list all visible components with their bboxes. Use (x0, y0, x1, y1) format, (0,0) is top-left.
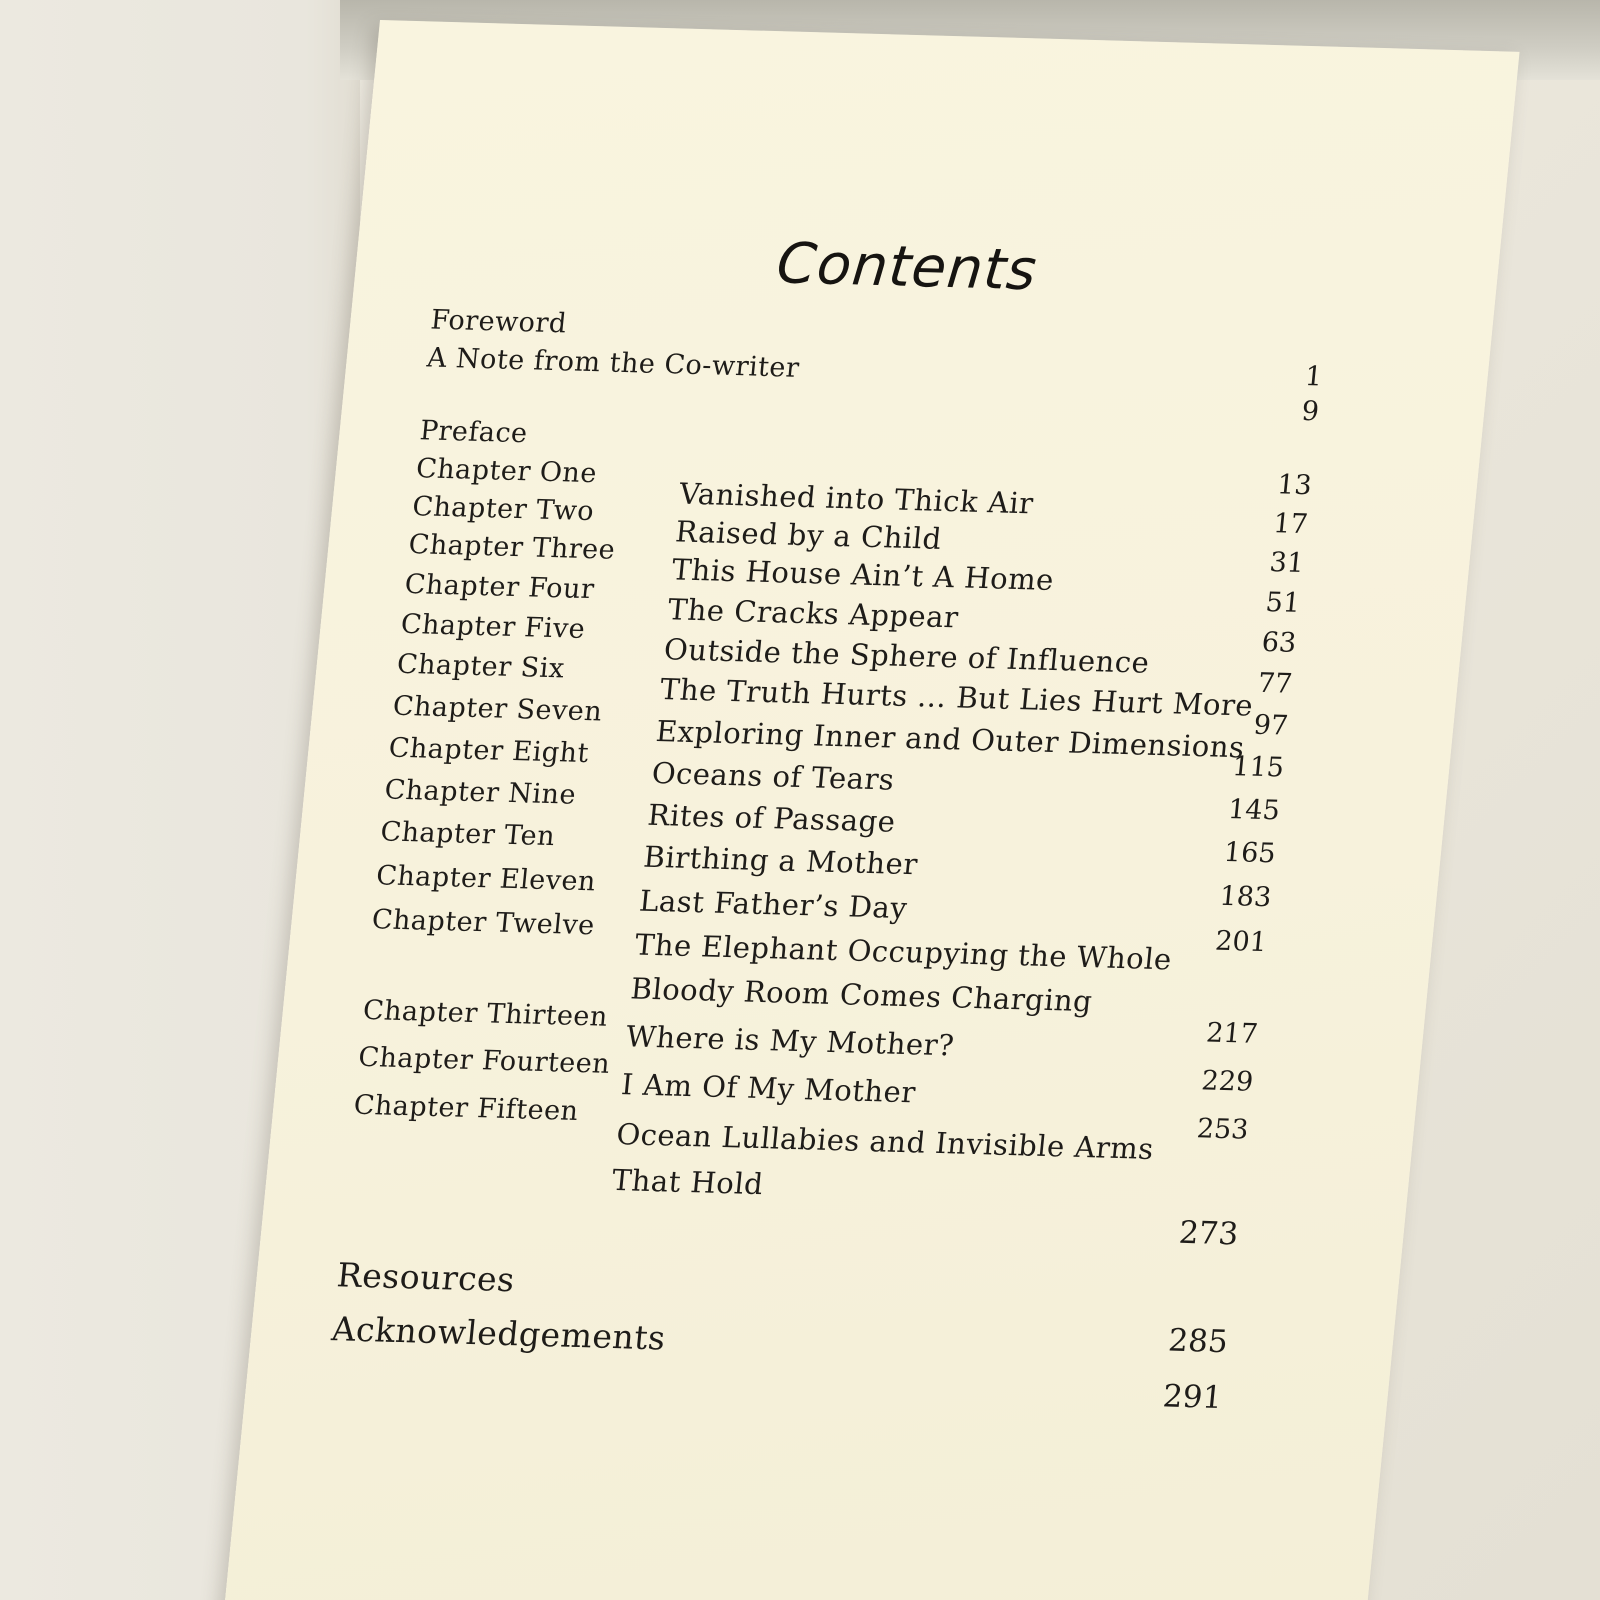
page-title: Contents (773, 231, 1041, 304)
chapter-title: The Cracks Appear (666, 592, 961, 635)
chapter-title-continued: Bloody Room Comes Charging (629, 971, 1094, 1019)
chapter-label: Chapter Thirteen (361, 994, 610, 1033)
chapter-title: The Elephant Occupying the Whole (633, 927, 1174, 977)
page-number: 291 (1161, 1378, 1224, 1417)
page-number: 17 (1271, 508, 1310, 541)
page-number: 13 (1275, 469, 1314, 502)
page-number: 253 (1195, 1113, 1250, 1146)
chapter-label: Chapter Eight (387, 732, 591, 770)
chapter-title: Oceans of Tears (650, 755, 897, 797)
chapter-label: Chapter Five (399, 608, 587, 645)
page-number: 77 (1256, 667, 1294, 700)
page-number: 145 (1226, 794, 1282, 827)
page-number: 217 (1204, 1017, 1260, 1050)
chapter-label: Chapter Eleven (374, 860, 598, 898)
page-number: 1 (1303, 361, 1324, 393)
chapter-title: The Truth Hurts … But Lies Hurt More (658, 672, 1255, 723)
page-number: 165 (1222, 836, 1278, 870)
chapter-label: Chapter Nine (383, 774, 578, 811)
front-matter-note: A Note from the Co-writer (425, 342, 801, 384)
page-number: 183 (1218, 880, 1273, 914)
page-number: 229 (1200, 1065, 1255, 1098)
page-number: 51 (1264, 586, 1302, 619)
chapter-title: Exploring Inner and Outer Dimensions (654, 714, 1247, 765)
chapter-title-continued: That Hold (610, 1162, 765, 1202)
page-number: 31 (1268, 547, 1306, 579)
chapter-label: Chapter Two (410, 491, 596, 528)
chapter-label: Chapter Fourteen (356, 1041, 612, 1080)
page-number: 9 (1300, 395, 1321, 428)
chapter-title: I Am Of My Mother (619, 1067, 918, 1110)
chapter-label: Chapter Ten (379, 816, 557, 853)
chapter-title: This House Ain’t A Home (670, 552, 1056, 597)
page-number: 201 (1213, 925, 1269, 959)
chapter-title: Ocean Lullabies and Invisible Arms (614, 1117, 1156, 1167)
chapter-title: Vanished into Thick Air (677, 476, 1036, 521)
chapter-label: Chapter Four (403, 568, 596, 606)
contents-page-body (212, 20, 1520, 1600)
chapter-title: Last Father’s Day (637, 883, 909, 926)
chapter-title: Raised by a Child (673, 514, 944, 556)
page-number: 285 (1166, 1322, 1230, 1361)
page-number: 115 (1230, 751, 1286, 784)
back-matter-resources: Resources (335, 1255, 517, 1300)
page-number: 273 (1177, 1214, 1240, 1253)
chapter-label: Chapter Twelve (370, 904, 597, 942)
chapter-label: Chapter Fifteen (352, 1089, 581, 1127)
chapter-label: Chapter One (414, 453, 599, 490)
chapter-label: Chapter Seven (391, 690, 604, 728)
front-matter-foreword: Foreword (429, 304, 569, 340)
chapter-label: Chapter Three (407, 529, 617, 566)
chapter-title: Outside the Sphere of Influence (662, 632, 1151, 680)
page-number: 97 (1252, 709, 1290, 742)
front-matter-preface: Preface (418, 415, 530, 450)
page-number: 63 (1260, 626, 1298, 659)
chapter-title: Where is My Mother? (624, 1019, 956, 1063)
contents-page (212, 20, 1520, 1600)
chapter-label: Chapter Six (395, 648, 567, 685)
chapter-title: Rites of Passage (646, 797, 898, 839)
chapter-title: Birthing a Mother (642, 839, 920, 882)
back-matter-acknowledgements: Acknowledgements (329, 1309, 668, 1358)
